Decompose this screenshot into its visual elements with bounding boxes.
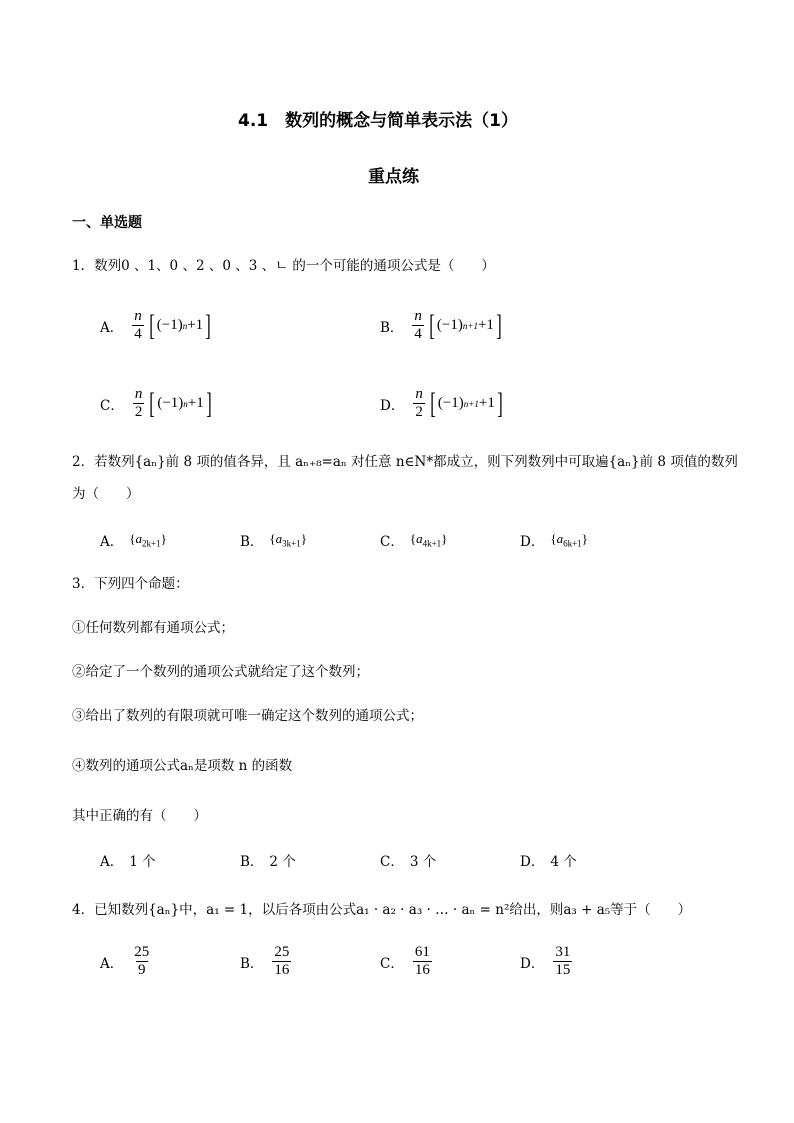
question-4-text: 4．已知数列{aₙ}中，a₁ = 1，以后各项由公式a₁ · a₂ · a₃ · … · aₙ = n²给出，则a₃ + a₅等于（ ）: [72, 902, 692, 918]
fraction: $\frac{31}{15}$: [555, 944, 571, 978]
option-value: 4 个: [550, 854, 577, 870]
option-label: D．: [520, 854, 545, 870]
option-label: A．: [100, 854, 124, 870]
option-label: C．: [380, 955, 404, 972]
q3-proposition-4: ④数列的通项公式aₙ是项数 n 的函数: [72, 758, 293, 774]
q1-option-d[interactable]: [380, 386, 505, 421]
option-label: B．: [240, 534, 264, 550]
option-label: A．: [100, 534, 124, 550]
fraction: $\frac{25}{9}$: [134, 944, 150, 978]
option-label: D．: [380, 397, 405, 414]
q3-proposition-3: ③给出了数列的有限项就可唯一确定这个数列的通项公式；: [72, 708, 423, 724]
option-label: B．: [240, 854, 264, 870]
fraction: $\frac{n}{4}$: [134, 308, 142, 342]
question-3-prompt: 其中正确的有（ ）: [72, 808, 207, 824]
q2-option-d[interactable]: [520, 530, 588, 550]
option-label: A．: [100, 319, 124, 336]
q4-option-b[interactable]: [240, 944, 294, 979]
question-2-line-1: 2．若数列{aₙ}前 8 项的值各异，且 aₙ₊₈=aₙ 对任意 n∈N*都成立，则下列数列中可取遍{aₙ}前 8 项值的数列: [72, 454, 738, 470]
question-2-line-2: 为（ ）: [72, 486, 140, 502]
option-label: C．: [380, 854, 404, 870]
q4-option-a[interactable]: [100, 944, 154, 979]
q3-option-b[interactable]: [240, 850, 296, 870]
question-3-text: 3．下列四个命题：: [72, 576, 189, 592]
sequence-set: $\{a_{2k+1}\}$: [129, 531, 167, 549]
formula: [ (−1) n +1 ]: [149, 386, 212, 420]
option-label: B．: [380, 319, 404, 336]
doc-subtitle: 重点练: [368, 167, 419, 187]
q2-option-a[interactable]: [100, 530, 167, 550]
sequence-set: $\{a_{4k+1}\}$: [409, 531, 448, 549]
q3-proposition-1: ①任何数列都有通项公式；: [72, 620, 234, 636]
sequence-set: $\{a_{3k+1}\}$: [269, 531, 307, 549]
option-value: 2 个: [269, 854, 296, 870]
q1-option-c[interactable]: [100, 386, 214, 421]
option-label: C．: [100, 397, 124, 414]
q2-option-c[interactable]: [380, 530, 447, 550]
fraction: $\frac{n}{2}$: [415, 386, 423, 420]
option-label: D．: [520, 534, 545, 550]
formula: [ (−1) n +1 ]: [149, 308, 211, 342]
section-heading: 一、单选题: [72, 215, 142, 231]
formula: [ (−1) n+1 +1 ]: [429, 308, 502, 342]
q4-option-c[interactable]: [380, 944, 435, 979]
fraction: $\frac{n}{2}$: [134, 386, 143, 420]
sequence-set: $\{a_{6k+1}\}$: [550, 531, 588, 549]
option-label: B．: [240, 955, 264, 972]
doc-title: 4.1 数列的概念与简单表示法（1）: [238, 111, 518, 131]
q1-option-b[interactable]: [380, 308, 504, 343]
option-label: A．: [100, 955, 124, 972]
option-value: 1 个: [129, 854, 156, 870]
formula: [ (−1) n+1 +1 ]: [430, 386, 503, 420]
option-label: C．: [380, 534, 404, 550]
q3-option-a[interactable]: [100, 850, 156, 870]
q3-option-d[interactable]: [520, 850, 577, 870]
fraction: $\frac{25}{16}$: [274, 944, 290, 978]
q2-option-b[interactable]: [240, 530, 307, 550]
question-1-text: 1．数列0 、1、0 、2 、0 、3 、ㄴ 的一个可能的通项公式是（ ）: [72, 258, 495, 274]
q1-option-a[interactable]: [100, 308, 213, 343]
q3-proposition-2: ②给定了一个数列的通项公式就给定了这个数列；: [72, 664, 369, 680]
option-label: D．: [520, 955, 545, 972]
q4-option-d[interactable]: [520, 944, 575, 979]
option-value: 3 个: [409, 854, 437, 870]
q3-option-c[interactable]: [380, 850, 436, 870]
fraction: $\frac{61}{16}$: [414, 944, 430, 978]
fraction: $\frac{n}{4}$: [414, 308, 422, 342]
